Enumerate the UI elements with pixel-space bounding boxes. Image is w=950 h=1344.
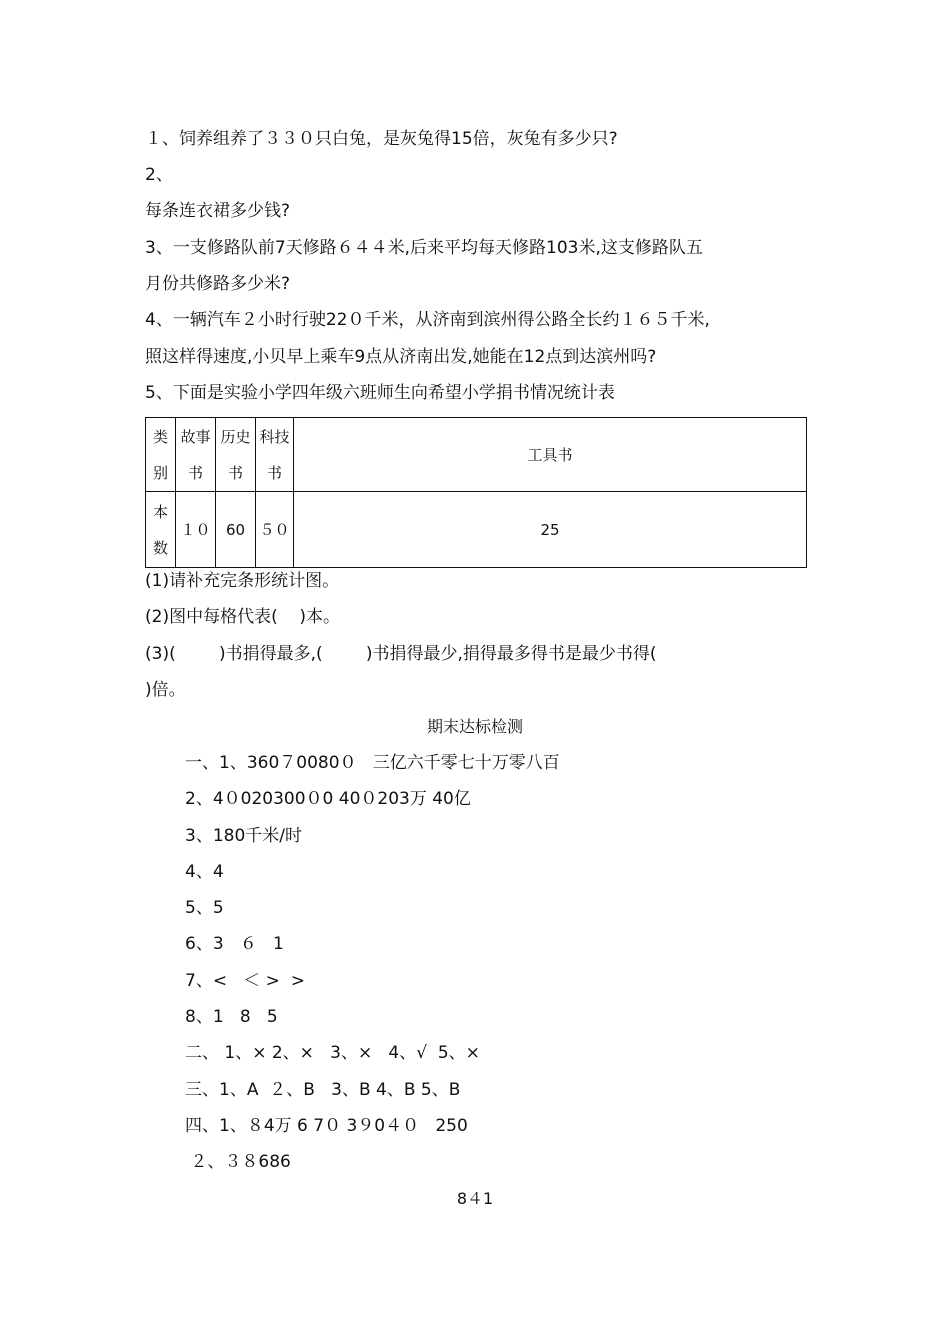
answer-line: 7、< ＜ > > bbox=[185, 971, 305, 991]
answer-line: 四、1、８4万 6 7０ 3９0４０ 250 bbox=[185, 1116, 468, 1136]
header-tool-books: 工具书 bbox=[294, 418, 807, 492]
subquestion-1: (1)请补充完条形统计图。 bbox=[145, 571, 340, 591]
answer-line: 6、3 ６ 1 bbox=[185, 934, 284, 954]
value-tool-books: 25 bbox=[294, 492, 807, 568]
answer-line: 8、1 8 5 bbox=[185, 1007, 278, 1027]
page-number: 8４1 bbox=[456, 1189, 494, 1208]
table-row bbox=[146, 492, 807, 568]
answer-line: 二、 1、× 2、× 3、× 4、√ 5、× bbox=[185, 1043, 480, 1063]
row-label-count: 本 数 bbox=[146, 492, 176, 568]
header-science-books: 科技 书 bbox=[256, 418, 294, 492]
donation-table bbox=[145, 417, 807, 568]
problem-4-line-1: 4、一辆汽车２小时行驶22０千米，从济南到滨州得公路全长约１６５千米, bbox=[145, 310, 710, 330]
answers-title: 期末达标检测 bbox=[426, 717, 523, 736]
problem-5: 5、下面是实验小学四年级六班师生向希望小学捐书情况统计表 bbox=[145, 383, 615, 403]
answer-line: 2、4０020300０0 40０203万 40亿 bbox=[185, 789, 471, 809]
value-story-books: １０ bbox=[176, 492, 216, 568]
subquestion-2: (2)图中每格代表( )本。 bbox=[145, 607, 340, 627]
value-science-books: ５０ bbox=[256, 492, 294, 568]
answer-line: 4、4 bbox=[185, 862, 224, 882]
problem-2-number: 2、 bbox=[145, 165, 173, 185]
header-category: 类 别 bbox=[146, 418, 176, 492]
problem-2-text: 每条连衣裙多少钱? bbox=[145, 201, 291, 221]
table-header-row bbox=[146, 418, 807, 492]
problem-4-line-2: 照这样得速度,小贝早上乘车9点从济南出发,她能在12点到达滨州吗? bbox=[145, 347, 657, 367]
answer-line: ２、３８686 bbox=[185, 1152, 291, 1172]
answer-line: 3、180千米/时 bbox=[185, 826, 302, 846]
subquestion-3-line-1: (3)( )书捐得最多,( )书捐得最少,捐得最多得书是最少书得( bbox=[145, 644, 657, 664]
header-story-books: 故事 书 bbox=[176, 418, 216, 492]
problem-3-line-2: 月份共修路多少米? bbox=[145, 274, 291, 294]
problem-1: １、饲养组养了３３０只白兔，是灰兔得15倍，灰兔有多少只? bbox=[145, 129, 618, 149]
answer-line: 5、5 bbox=[185, 898, 224, 918]
answer-line: 三、1、A ２、B 3、B 4、B 5、B bbox=[185, 1080, 461, 1100]
value-history-books: 60 bbox=[216, 492, 256, 568]
answer-line: 一、1、360７0080０ 三亿六千零七十万零八百 bbox=[185, 753, 560, 773]
problem-3-line-1: 3、一支修路队前7天修路６４４米,后来平均每天修路103米,这支修路队五 bbox=[145, 238, 703, 258]
header-history-books: 历史 书 bbox=[216, 418, 256, 492]
subquestion-3-line-2: )倍。 bbox=[145, 680, 186, 700]
